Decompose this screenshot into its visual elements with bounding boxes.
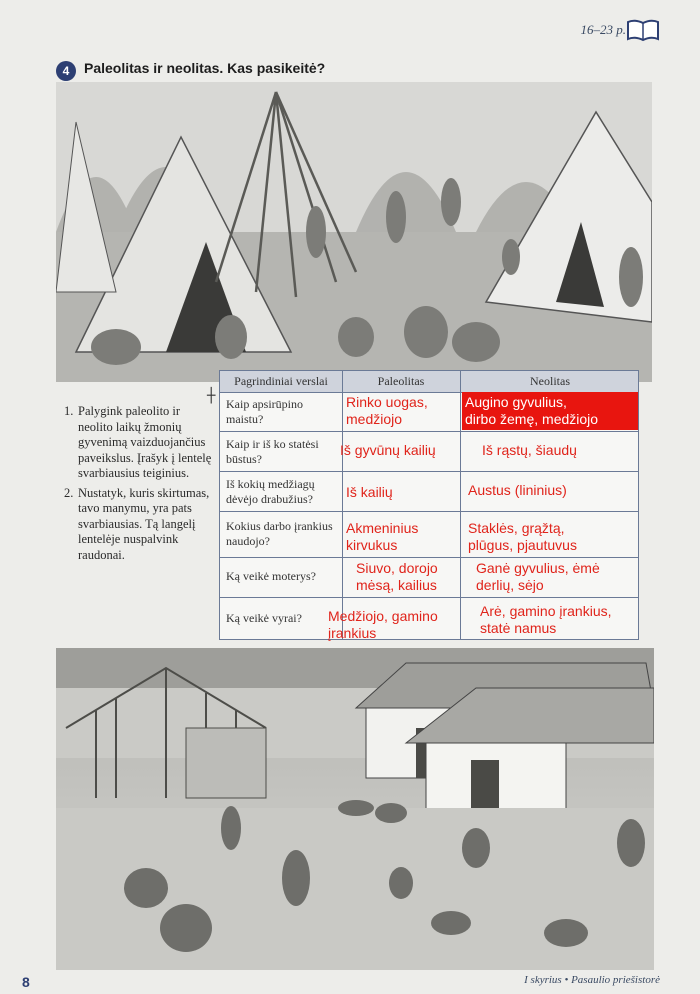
answer-clothing-paleolithic: Iš kailių [346,484,393,500]
section-footer: I skyrius • Pasaulio priešistorė [524,974,660,986]
row-label-men: Ką veikė vyrai? [226,611,302,625]
row-label-housing: Kaip ir iš ko statėsi būstus? [226,437,319,466]
answer-food-neolithic-highlighted: Augino gyvulius, dirbo žemę, medžiojo [462,392,638,430]
header-main-activities: Pagrindiniai verslai [234,374,328,388]
header-paleolithic: Paleolitas [377,374,425,388]
task-questions [64,404,214,567]
page-reference: 16–23 p. [580,22,626,37]
answer-men-neolithic: Arė, gamino įrankius, statė namus [480,603,612,636]
open-book-icon [626,18,660,42]
answer-men-paleolithic: Medžiojo, gamino įrankius [328,608,438,641]
answer-tools-paleolithic: Akmeninius kirvukus [346,520,419,553]
answer-women-neolithic: Ganė gyvulius, ėmė derlių, sėjo [476,560,600,593]
row-label-tools: Kokius darbo įrankius naudojo? [226,519,333,548]
row-label-food: Kaip apsirūpino maistu? [226,397,303,426]
answer-tools-neolithic: Staklės, grąžtą, plūgus, pjautuvus [468,520,577,553]
answer-women-paleolithic: Siuvo, dorojo mėsą, kailius [356,560,438,593]
header-neolithic: Neolitas [530,374,570,388]
paleolithic-camp-illustration [56,82,652,382]
question-1: 1. Palygink paleolito ir neolito laikų žmonių gyvenimą vaizduojančius paveikslus. Įrašyk į lentelę svarbiausius teiginius. [64,404,212,480]
neolithic-village-illustration [56,648,654,970]
answer-food-paleolithic: Rinko uogas, medžiojo [346,394,428,427]
answer-housing-neolithic: Iš rąstų, šiaudų [482,442,577,458]
task-number-badge: 4 [56,61,76,81]
task-title: Paleolitas ir neolitas. Kas pasikeitė? [84,60,326,76]
answer-clothing-neolithic: Austus (lininius) [468,482,567,498]
row-label-women: Ką veikė moterys? [226,569,316,583]
row-label-clothing: Iš kokių medžiagų dėvėjo drabužius? [226,477,315,506]
answer-housing-paleolithic: Iš gyvūnų kailių [340,442,436,458]
page-number: 8 [22,974,30,990]
pin-marker: ┼ [207,388,216,404]
question-2: 2. Nustatyk, kuris skirtumas, tavo manymu, yra pats svarbiausias. Tą langelį lentelėje nuspalvink raudonai. [64,485,210,562]
